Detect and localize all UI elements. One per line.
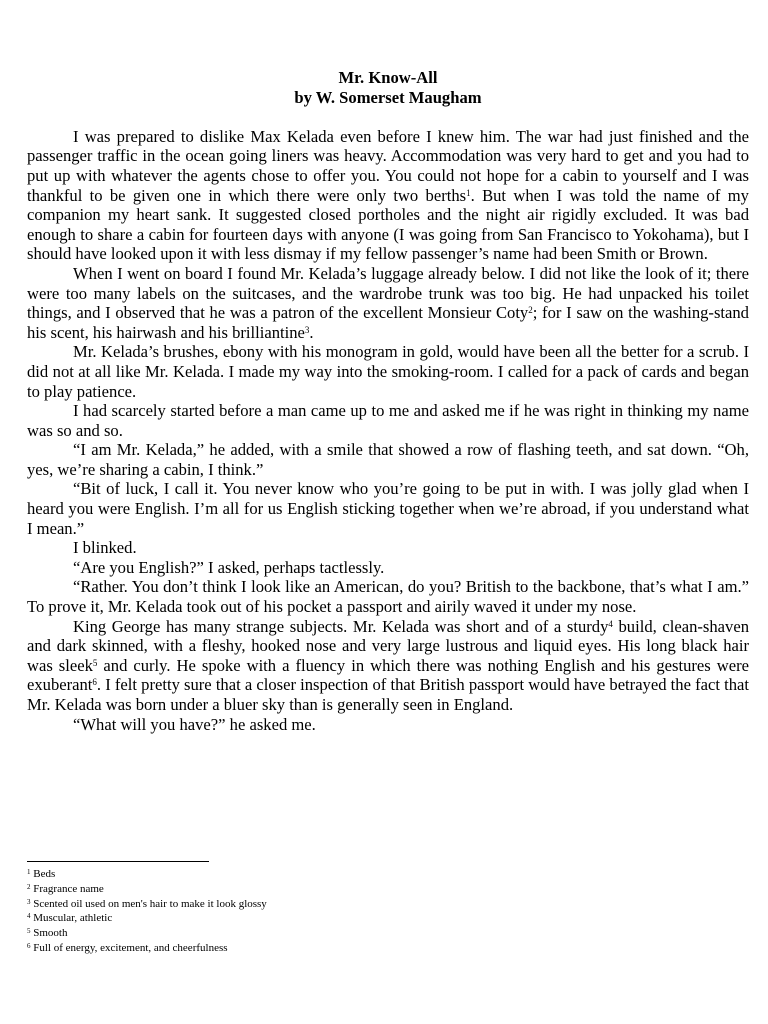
paragraph-text: build, clean-shaven and dark skinned, with a fleshy, hooked nose and very large lustrous and liquid eyes. His long black hair was sleek xyxy=(27,616,749,675)
footnote-number: 4 xyxy=(27,912,31,921)
paragraph-text: I was prepared to dislike Max Kelada even before I knew him. The war had just finished and the passenger traffic in the ocean going liners was heavy. Accommodation was very hard to get and you had to put up with whatever the agents chose to offer you. You could not hope for a cabin to yourself and I was thankful to be given one in which there were only two berths xyxy=(27,126,749,205)
footnotes xyxy=(27,867,427,956)
title-spacer xyxy=(27,107,749,127)
story-paragraph xyxy=(27,342,749,401)
footnote-item xyxy=(27,897,427,912)
footnote-marker: 5 xyxy=(92,657,98,668)
story-paragraph xyxy=(27,558,749,578)
footnote-marker: 3 xyxy=(304,324,310,335)
footnote-text: Full of energy, excitement, and cheerfulness xyxy=(33,941,228,954)
paragraph-text: King George has many strange subjects. Mr. Kelada was short and of a sturdy xyxy=(73,616,609,636)
paragraph-text: “Are you English?” I asked, perhaps tactlessly. xyxy=(73,557,385,577)
footnote-marker: 2 xyxy=(528,305,533,316)
footnote-item xyxy=(27,941,427,956)
footnote-number: 3 xyxy=(27,897,31,906)
paragraph-text: “What will you have?” he asked me. xyxy=(73,714,316,734)
paragraph-text: “Rather. You don’t think I look like an American, do you? British to the backbone, that’s what I am.” To prove it, Mr. Kelada took out of his pocket a passport and airily waved it under my nose. xyxy=(27,577,749,617)
footnote-item xyxy=(27,867,427,882)
footnote-text: Smooth xyxy=(33,927,68,940)
story-byline: by W. Somerset Maugham xyxy=(294,87,482,107)
footnote-item xyxy=(27,911,427,926)
paragraph-text: “Bit of luck, I call it. You never know who you’re going to be put in with. I was jolly glad when I heard you were English. I’m all for us English sticking together when we’re abroad, if you understand what I mean.” xyxy=(27,479,749,538)
paragraph-text: Mr. Kelada’s brushes, ebony with his monogram in gold, would have been all the better for a scrub. I did not at all like Mr. Kelada. I made my way into the smoking-room. I called for a pack of cards and began to play patience. xyxy=(27,342,749,401)
paragraph-text: . I felt pretty sure that a closer inspection of that British passport would have betrayed the fact that Mr. Kelada was born under a bluer sky than is generally seen in England. xyxy=(27,675,749,714)
paragraph-text: When I went on board I found Mr. Kelada’s luggage already below. I did not like the look of it; there were too many labels on the suitcases, and the wardrobe trunk was too big. He had unpacked his toilet things, and I observed that he was a patron of the excellent Monsieur Coty xyxy=(27,263,749,323)
footnote-marker: 4 xyxy=(608,618,613,629)
footnote-number: 2 xyxy=(27,882,31,891)
footnote-text: Fragrance name xyxy=(33,882,104,895)
footnote-marker: 6 xyxy=(92,677,97,688)
paragraph-text: and curly. He spoke with a fluency in which there was nothing English and his gestures were exuberant xyxy=(27,655,749,695)
story-paragraph xyxy=(27,715,749,735)
footnote-number: 5 xyxy=(27,927,31,936)
footnote-item xyxy=(27,882,427,897)
story-paragraph xyxy=(27,617,749,715)
story-paragraph xyxy=(27,577,749,616)
story-body xyxy=(27,127,749,734)
footnote-text: Beds xyxy=(33,868,56,880)
paragraph-text: . xyxy=(309,322,314,342)
story-paragraph xyxy=(27,401,749,440)
paragraph-text: . But when I was told the name of my companion my heart sank. It suggested closed portholes and the night air rigidly excluded. It was bad enough to share a cabin for fourteen days with anyone (I was going from San Francisco to Yokohama), but I should have looked upon it with less dismay if my fellow passenger’s name had been Smith or Brown. xyxy=(27,185,749,264)
paragraph-text: I blinked. xyxy=(73,538,137,558)
footnote-number: 6 xyxy=(27,941,31,950)
paragraph-text: I had scarcely started before a man came up to me and asked me if he was right in thinking my name was so and so. xyxy=(27,401,749,440)
paragraph-text: ; for I saw on the washing-stand his scent, his hairwash and his brilliantine xyxy=(27,303,749,342)
page xyxy=(27,68,749,734)
footnote-text: Scented oil used on men's hair to make it look glossy xyxy=(33,897,267,910)
paragraph-text: “I am Mr. Kelada,” he added, with a smile that showed a row of flashing teeth, and sat down. “Oh, yes, we’re sharing a cabin, I think.” xyxy=(27,440,749,479)
story-paragraph xyxy=(27,127,749,264)
story-paragraph xyxy=(27,538,749,558)
story-paragraph xyxy=(27,440,749,479)
story-title: Mr. Know-All xyxy=(338,68,438,87)
footnote-number: 1 xyxy=(27,868,31,876)
footnote-marker: 1 xyxy=(466,187,471,198)
footnote-item xyxy=(27,926,427,941)
story-paragraph xyxy=(27,264,749,342)
footnote-separator xyxy=(27,861,209,862)
story-paragraph xyxy=(27,479,749,538)
footnote-text: Muscular, athletic xyxy=(33,912,113,925)
